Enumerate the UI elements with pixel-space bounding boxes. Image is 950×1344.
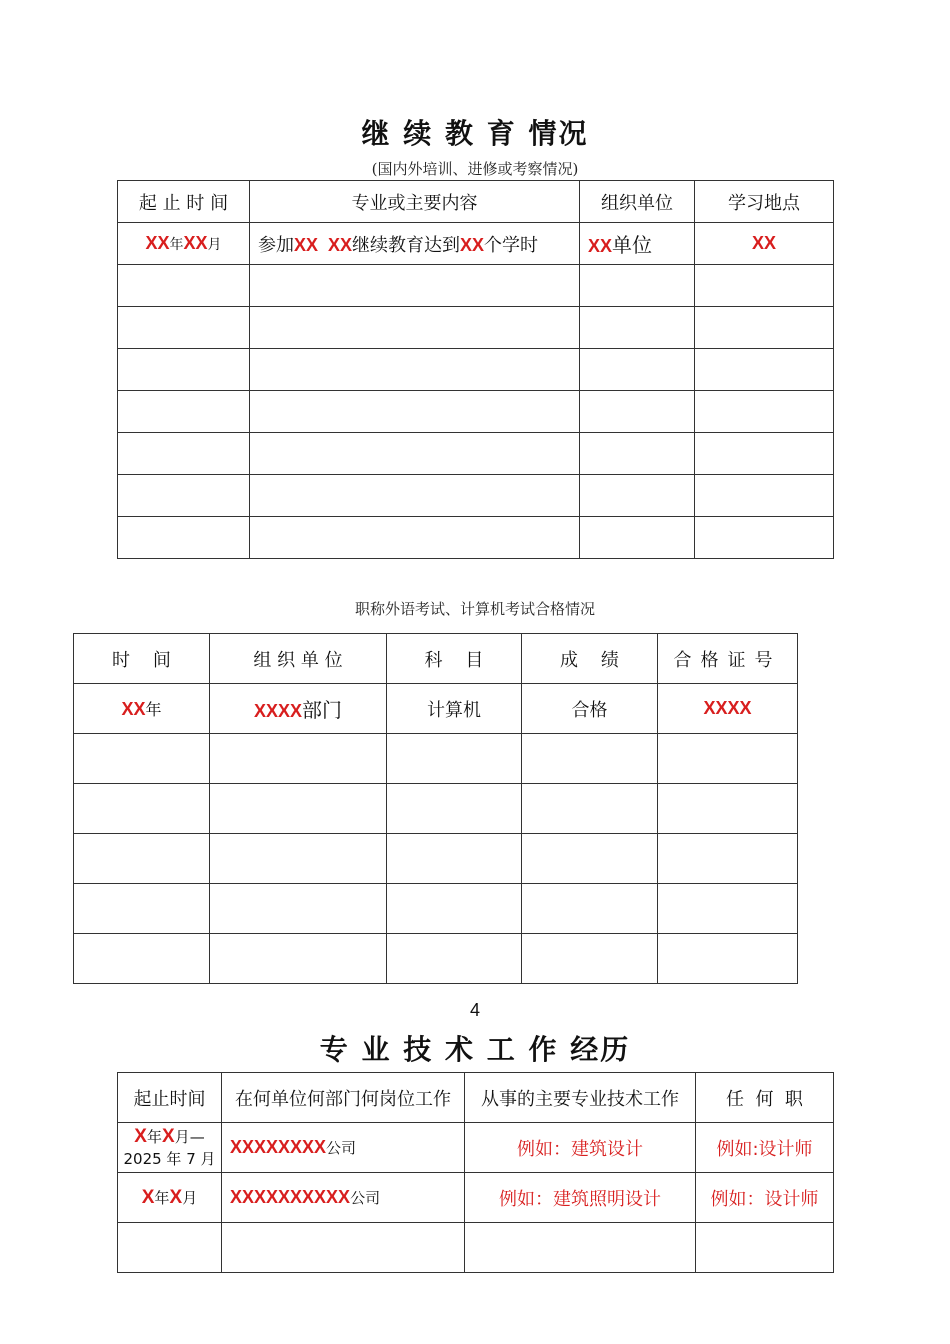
empty-cell	[250, 307, 580, 349]
year-label: 年	[145, 700, 162, 719]
header-content: 专业或主要内容	[250, 181, 580, 223]
table-row	[74, 834, 798, 884]
table-row	[118, 265, 834, 307]
empty-cell	[580, 307, 695, 349]
empty-cell	[387, 934, 522, 984]
empty-cell	[222, 1223, 465, 1273]
empty-cell	[118, 349, 250, 391]
org-suffix: 部门	[302, 698, 343, 722]
company-suffix: 公司	[326, 1139, 357, 1157]
org-suffix: 单位	[612, 233, 653, 257]
table-row	[74, 934, 798, 984]
month-label: 月	[182, 1188, 198, 1207]
empty-cell	[580, 517, 695, 559]
empty-cell	[580, 391, 695, 433]
empty-cell	[658, 884, 798, 934]
month-label: 月—	[174, 1127, 205, 1146]
cell-subject: 计算机	[387, 684, 522, 734]
cell-company	[222, 1123, 465, 1173]
empty-cell	[250, 517, 580, 559]
section1-subtitle: (国内外培训、进修或考察情况)	[371, 160, 579, 178]
empty-cell	[522, 934, 658, 984]
cell-time	[118, 223, 250, 265]
header-work: 从事的主要专业技术工作	[465, 1073, 696, 1123]
header-score: 成 绩	[522, 634, 658, 684]
header-place: 学习地点	[695, 181, 834, 223]
empty-cell	[250, 265, 580, 307]
header-subject: 科 目	[387, 634, 522, 684]
table-row	[118, 433, 834, 475]
empty-cell	[580, 475, 695, 517]
table-row	[118, 349, 834, 391]
cell-content	[250, 223, 580, 265]
table-row	[74, 684, 798, 734]
empty-cell	[695, 349, 834, 391]
content-suffix: 个学时	[484, 234, 539, 256]
cell-org	[210, 684, 387, 734]
year-label: 年	[146, 1127, 162, 1146]
empty-cell	[210, 934, 387, 984]
content-topic: XX XX	[294, 234, 353, 255]
header-org: 组 织 单 位	[210, 634, 387, 684]
empty-cell	[118, 391, 250, 433]
content-hours: XX	[460, 234, 485, 255]
table-header-row	[118, 181, 834, 223]
page-number: 4	[469, 1000, 480, 1020]
table-row	[118, 475, 834, 517]
org-value: XXXX	[253, 701, 303, 721]
empty-cell	[210, 884, 387, 934]
cell-place	[695, 223, 834, 265]
cert-value: XXXX	[703, 698, 752, 718]
empty-cell	[387, 734, 522, 784]
month-label: 月	[207, 237, 222, 253]
empty-cell	[695, 475, 834, 517]
time-year-value: X	[134, 1125, 147, 1147]
content-mid: 继续教育达到	[352, 234, 461, 256]
empty-cell	[695, 517, 834, 559]
empty-cell	[118, 307, 250, 349]
cell-position: 例如：设计师	[696, 1173, 834, 1223]
empty-cell	[118, 265, 250, 307]
empty-cell	[695, 265, 834, 307]
empty-cell	[74, 734, 210, 784]
time-year-value: XX	[121, 699, 146, 719]
table-row	[74, 734, 798, 784]
empty-cell	[74, 784, 210, 834]
table-row	[118, 223, 834, 265]
company-value: XXXXXXXX	[230, 1137, 327, 1157]
cell-cert	[658, 684, 798, 734]
empty-cell	[522, 784, 658, 834]
cell-time	[118, 1123, 222, 1173]
table-header-row	[74, 634, 798, 684]
time-year-value: X	[141, 1186, 155, 1208]
work-experience-table	[117, 1072, 834, 1273]
empty-cell	[118, 475, 250, 517]
empty-cell	[210, 834, 387, 884]
empty-cell	[522, 734, 658, 784]
time-year-value: XX	[145, 233, 170, 253]
org-value: XX	[588, 236, 613, 256]
empty-cell	[74, 834, 210, 884]
company-suffix: 公司	[350, 1189, 381, 1207]
header-company: 在何单位何部门何岗位工作	[222, 1073, 465, 1123]
empty-cell	[118, 517, 250, 559]
empty-cell	[387, 884, 522, 934]
header-time: 时 间	[74, 634, 210, 684]
empty-cell	[387, 834, 522, 884]
empty-cell	[250, 475, 580, 517]
table-row	[118, 1223, 834, 1273]
header-time: 起止时间	[118, 1073, 222, 1123]
header-position: 任 何 职	[696, 1073, 834, 1123]
table-row	[118, 517, 834, 559]
cell-position: 例如:设计师	[696, 1123, 834, 1173]
section2-caption: 职称外语考试、计算机考试合格情况	[354, 600, 595, 618]
empty-cell	[250, 349, 580, 391]
empty-cell	[387, 784, 522, 834]
section3-title: 专 业 技 术 工 作 经历	[319, 1033, 631, 1066]
time-line2: 2025 年 7 月	[123, 1149, 216, 1168]
empty-cell	[250, 391, 580, 433]
empty-cell	[658, 734, 798, 784]
empty-cell	[74, 884, 210, 934]
table-header-row	[118, 1073, 834, 1123]
cell-company	[222, 1173, 465, 1223]
table-row	[74, 884, 798, 934]
section1-title: 继 续 教 育 情况	[361, 117, 589, 150]
cell-work: 例如：建筑照明设计	[465, 1173, 696, 1223]
table-row	[118, 1123, 834, 1173]
empty-cell	[658, 834, 798, 884]
table-row	[118, 391, 834, 433]
place-value: XX	[751, 233, 776, 253]
empty-cell	[118, 433, 250, 475]
exam-results-table	[73, 633, 798, 984]
empty-cell	[118, 1223, 222, 1273]
cell-work: 例如：建筑设计	[465, 1123, 696, 1173]
cell-time	[118, 1173, 222, 1223]
time-month-value: XX	[183, 233, 208, 253]
empty-cell	[210, 734, 387, 784]
empty-cell	[696, 1223, 834, 1273]
empty-cell	[250, 433, 580, 475]
cell-org	[580, 223, 695, 265]
header-org: 组织单位	[580, 181, 695, 223]
empty-cell	[580, 349, 695, 391]
cell-time	[74, 684, 210, 734]
year-label: 年	[154, 1188, 170, 1207]
content-prefix: 参加	[258, 234, 294, 256]
time-month-value: X	[162, 1125, 175, 1147]
empty-cell	[522, 884, 658, 934]
company-value: XXXXXXXXXX	[230, 1187, 351, 1207]
year-label: 年	[169, 237, 184, 253]
cell-score: 合格	[522, 684, 658, 734]
time-line1	[118, 1126, 221, 1148]
empty-cell	[580, 433, 695, 475]
empty-cell	[658, 934, 798, 984]
empty-cell	[658, 784, 798, 834]
header-time: 起 止 时 间	[118, 181, 250, 223]
table-row	[118, 307, 834, 349]
continuing-education-table	[117, 180, 834, 559]
empty-cell	[74, 934, 210, 984]
empty-cell	[695, 391, 834, 433]
header-cert: 合格证号	[658, 634, 798, 684]
table-row	[74, 784, 798, 834]
empty-cell	[580, 265, 695, 307]
time-month-value: X	[169, 1186, 183, 1208]
empty-cell	[695, 433, 834, 475]
empty-cell	[522, 834, 658, 884]
empty-cell	[465, 1223, 696, 1273]
empty-cell	[210, 784, 387, 834]
table-row	[118, 1173, 834, 1223]
empty-cell	[695, 307, 834, 349]
